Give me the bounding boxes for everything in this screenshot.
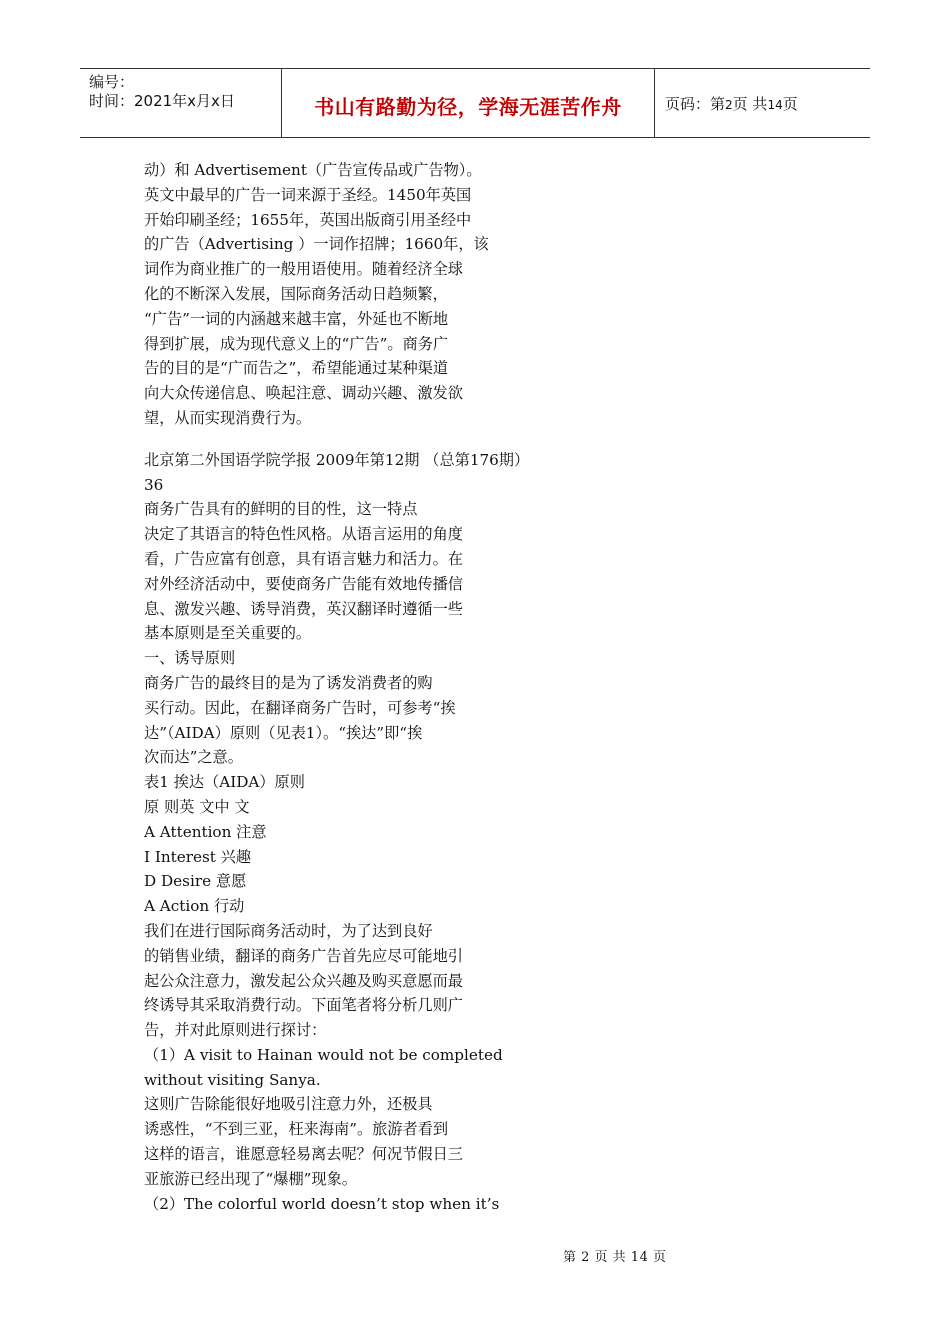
text-line: 表1 挨达（AIDA）原则 bbox=[144, 773, 305, 792]
paragraph-main-text bbox=[144, 448, 584, 1217]
text-line: 北京第二外国语学院学报 2009年第12期 （总第176期） bbox=[144, 450, 530, 469]
text-line: 望，从而实现消费行为。 bbox=[144, 408, 312, 427]
text-line: 开始印刷圣经；1655年，英国出版商引用圣经中 bbox=[144, 210, 472, 229]
paragraph-advertising-origin bbox=[144, 158, 584, 431]
text-line: without visiting Sanya. bbox=[144, 1070, 321, 1089]
text-line: 商务广告的最终目的是为了诱发消费者的购 bbox=[144, 673, 433, 692]
text-line: 买行动。因此，在翻译商务广告时，可参考“挨 bbox=[144, 698, 456, 717]
text-line: A Attention 注意 bbox=[144, 822, 267, 841]
text-line: “广告”一词的内涵越来越丰富，外延也不断地 bbox=[144, 309, 449, 328]
text-line: 英文中最早的广告一词来源于圣经。1450年英国 bbox=[144, 185, 472, 204]
text-line: 决定了其语言的特色性风格。从语言运用的角度 bbox=[144, 525, 463, 544]
text-line: 的销售业绩，翻译的商务广告首先应尽可能地引 bbox=[144, 946, 463, 965]
text-line: 告的目的是“广而告之”，希望能通过某种渠道 bbox=[144, 359, 449, 378]
text-line: I Interest 兴趣 bbox=[144, 847, 252, 866]
text-line: 终诱导其采取消费行动。下面笔者将分析几则广 bbox=[144, 996, 463, 1015]
header-info-cell bbox=[80, 69, 282, 137]
text-line: 看，广告应富有创意，具有语言魅力和活力。在 bbox=[144, 549, 463, 568]
text-line: 诱惑性，“不到三亚，枉来海南”。旅游者看到 bbox=[144, 1120, 449, 1139]
header-page-cell bbox=[655, 69, 870, 137]
text-line: 向大众传递信息、唤起注意、调动兴趣、激发欲 bbox=[144, 384, 463, 403]
text-line: 基本原则是至关重要的。 bbox=[144, 624, 312, 643]
header-motto-cell bbox=[282, 69, 655, 137]
document-number-label: 编号： bbox=[89, 73, 135, 91]
text-line: 词作为商业推广的一般用语使用。随着经济全球 bbox=[144, 260, 463, 279]
text-line: D Desire 意愿 bbox=[144, 872, 247, 891]
text-line: 我们在进行国际商务活动时，为了达到良好 bbox=[144, 921, 433, 940]
text-line: 次而达”之意。 bbox=[144, 748, 243, 767]
text-line: 起公众注意力，激发起公众兴趣及购买意愿而最 bbox=[144, 971, 463, 990]
page-header bbox=[80, 68, 870, 138]
text-line: 这则广告除能很好地吸引注意力外，还极具 bbox=[144, 1095, 433, 1114]
text-line: 达”（AIDA）原则（见表1）。“挨达”即“挨 bbox=[144, 723, 423, 742]
text-line: 36 bbox=[144, 475, 164, 494]
text-line: 商务广告具有的鲜明的目的性，这一特点 bbox=[144, 500, 418, 519]
paragraph-gap bbox=[144, 431, 584, 448]
text-line: 亚旅游已经出现了“爆棚”现象。 bbox=[144, 1169, 357, 1188]
text-line: 息、激发兴趣、诱导消费，英汉翻译时遵循一些 bbox=[144, 599, 463, 618]
text-line: 原 则英 文中 文 bbox=[144, 797, 250, 816]
document-body bbox=[144, 158, 584, 1216]
text-line: （1）A visit to Hainan would not be completed bbox=[144, 1045, 503, 1064]
text-line: 对外经济活动中，要使商务广告能有效地传播信 bbox=[144, 574, 463, 593]
page-current: 2 bbox=[725, 98, 733, 112]
page-footer: 第 2 页 共 14 页 bbox=[563, 1250, 667, 1265]
page-total: 14 bbox=[767, 98, 783, 112]
text-line: 动）和 Advertisement（广告宣传品或广告物）。 bbox=[144, 161, 482, 179]
header-page-number: 页码：第2页 共14页 bbox=[665, 95, 798, 113]
text-line: 得到扩展，成为现代意义上的“广告”。商务广 bbox=[144, 334, 449, 353]
header-motto: 书山有路勤为径，学海无涯苦作舟 bbox=[314, 95, 622, 119]
document-date-label: 时间：2021年x月x日 bbox=[89, 92, 235, 110]
text-line: 的广告（Advertising ）一词作招牌；1660年，该 bbox=[144, 235, 489, 254]
text-line: 一、诱导原则 bbox=[144, 649, 236, 668]
text-line: 告，并对此原则进行探讨： bbox=[144, 1021, 327, 1040]
text-line: 这样的语言，谁愿意轻易离去呢？何况节假日三 bbox=[144, 1145, 463, 1164]
text-line: A Action 行动 bbox=[144, 897, 245, 916]
text-line: 化的不断深入发展，国际商务活动日趋频繁， bbox=[144, 284, 448, 303]
text-line: （2）The colorful world doesn’t stop when it’s bbox=[144, 1194, 500, 1213]
